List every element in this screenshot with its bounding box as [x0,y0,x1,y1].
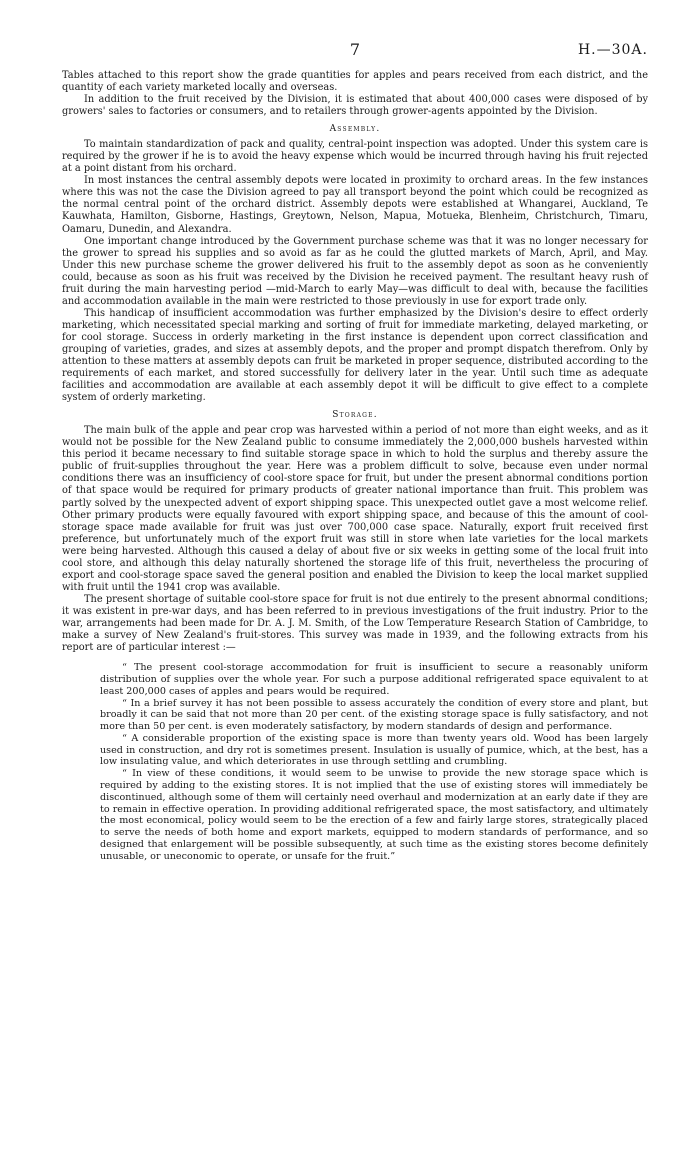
page-header [62,40,648,66]
page-number: 7 [349,40,361,59]
quote-paragraph: “ A considerable proportion of the existing space is more than twenty years old. Wood has been largely used in construction, and dry rot is sometimes present. Insulation is usually of pumice, which, at the best, has a low insulating value, and which deteriorates in use through settling and crumbling. [100,732,648,768]
assembly-paragraph: One important change introduced by the Government purchase scheme was that it was no longer necessary for the grower to spread his supplies and so avoid as far as he could the glutted markets of March, April, and May. Under this new purchase scheme the grower delivered his fruit to the assembly depot as soon as he conveniently could, because as soon as his fruit was received by the Division he received payment. The resultant heavy rush of fruit during the main harvesting period —mid-March to early May—was difficult to deal with, because the facilities and accommodation available in the main were restricted to those previously in use for export trade only. [62,235,648,307]
storage-paragraph: The present shortage of suitable cool-store space for fruit is not due entirely to the present abnormal conditions; it was existent in pre-war days, and has been referred to in previous investigations of the fruit industry. Prior to the war, arrangements had been made for Dr. A. J. M. Smith, of the Low Temperature Research Station of Cambridge, to make a survey of New Zealand's fruit-stores. This survey was made in 1939, and the following extracts from his report are of particular interest :— [62,593,648,654]
quote-paragraph: “ The present cool-storage accommodation for fruit is insufficient to secure a reasonably uniform distribution of supplies over the whole year. For such a purpose additional refrigerated space equivalent to at least 200,000 cases of apples and pears would be required. [100,662,648,697]
quote-paragraph: “ In view of these conditions, it would seem to be unwise to provide the new storage space which is required by adding to the existing stores. It is not implied that the use of existing stores will immediately be discontinued, although some of them will certainly need overhaul and modernization at an early date if they are to remain in effective operation. In providing additional refrigerated space, the most satisfactory, and ultimately the most economical, policy would seem to be the erection of a few and fairly large stores, strategically placed to serve the needs of both home and export markets, equipped to modern standards of performance, and so designed that enlargement will be possible subsequently, at such time as the existing stores become definitely unusable, or uneconomic to operate, or unsafe for the fruit.” [100,768,648,862]
assembly-paragraph: This handicap of insufficient accommodation was further emphasized by the Division's desire to effect orderly marketing, which necessitated special marking and sorting of fruit for immediate marketing, delayed marketing, or for cool storage. Success in orderly marketing in the first instance is dependent upon correct classification and grouping of varieties, grades, and sizes at assembly depots, and the proper and prompt dispatch therefrom. Only by attention to these matters at assembly depots can fruit be marketed in proper sequence, distributed according to the requirements of each market, and stored successfully for delivery later in the year. Until such time as adequate facilities and accommodation are available at each assembly depot it will be difficult to give effect to a complete system of orderly marketing. [62,307,648,404]
storage-paragraph: The main bulk of the apple and pear crop was harvested within a period of not more than eight weeks, and as it would not be possible for the New Zealand public to consume immediately the 2,000,000 bushels harvested within this period it became necessary to find suitable storage space in which to hold the surplus and thereby assure the public of fruit-supplies throughout the year. Here was a problem difficult to solve, because even under normal conditions there was an insufficiency of cool-store space for fruit, but under the present abnormal conditions portion of that space would be required for primary products of greater national importance than fruit. This problem was partly solved by the unexpected advent of export shipping space. This unexpected outlet gave a most welcome relief. Other primary products were equally favoured with export shipping space, and because of this the amount of cool-storage space made available for fruit was just over 700,000 case space. Naturally, export fruit received first preference, but unfortunately much of the export fruit was still in store when late varieties for the local markets were being harvested. Although this caused a delay of about five or six weeks in getting some of the local fruit into cool store, and although this delay naturally shortened the storage life of this fruit, nevertheless the procuring of export and cool-storage space saved the general position and enabled the Division to keep the local market supplied with fruit until the 1941 crop was available. [62,425,648,593]
document-reference: H.—30A. [577,42,648,58]
report-extract-quote [100,662,648,863]
assembly-paragraph: In most instances the central assembly depots were located in proximity to orchard areas. In the few instances where this was not the case the Division agreed to pay all transport beyond the point which could be recognized as the normal central point of the orchard district. Assembly depots were established at Whangarei, Auckland, Te Kauwhata, Hamilton, Gisborne, Hastings, Greytown, Nelson, Mapua, Motueka, Blenheim, Christchurch, Timaru, Oamaru, Dunedin, and Alexandra. [62,175,648,235]
quote-paragraph: “ In a brief survey it has not been possible to assess accurately the condition of every store and plant, but broadly it can be said that not more than 20 per cent. of the existing storage space is fully satisfactory, and not more than 50 per cent. is even moderately satisfactory, by modern standards of design and performance. [100,697,648,733]
assembly-heading: Assembly. [329,124,381,135]
intro-section [62,70,648,118]
assembly-section [62,123,648,404]
storage-heading: Storage. [332,410,378,421]
intro-paragraph: In addition to the fruit received by the Division, it is estimated that about 400,000 cases were disposed of by growers' sales to factories or consumers, and to retailers through grower-agents appointed by the Division. [62,94,648,118]
storage-section [62,409,648,862]
intro-paragraph: Tables attached to this report show the grade quantities for apples and pears received from each district, and the quantity of each variety marketed locally and overseas. [62,70,648,94]
assembly-paragraph: To maintain standardization of pack and quality, central-point inspection was adopted. Under this system care is required by the grower if he is to avoid the heavy expense which would be incurred through having his fruit rejected at a point distant from his orchard. [62,139,648,175]
